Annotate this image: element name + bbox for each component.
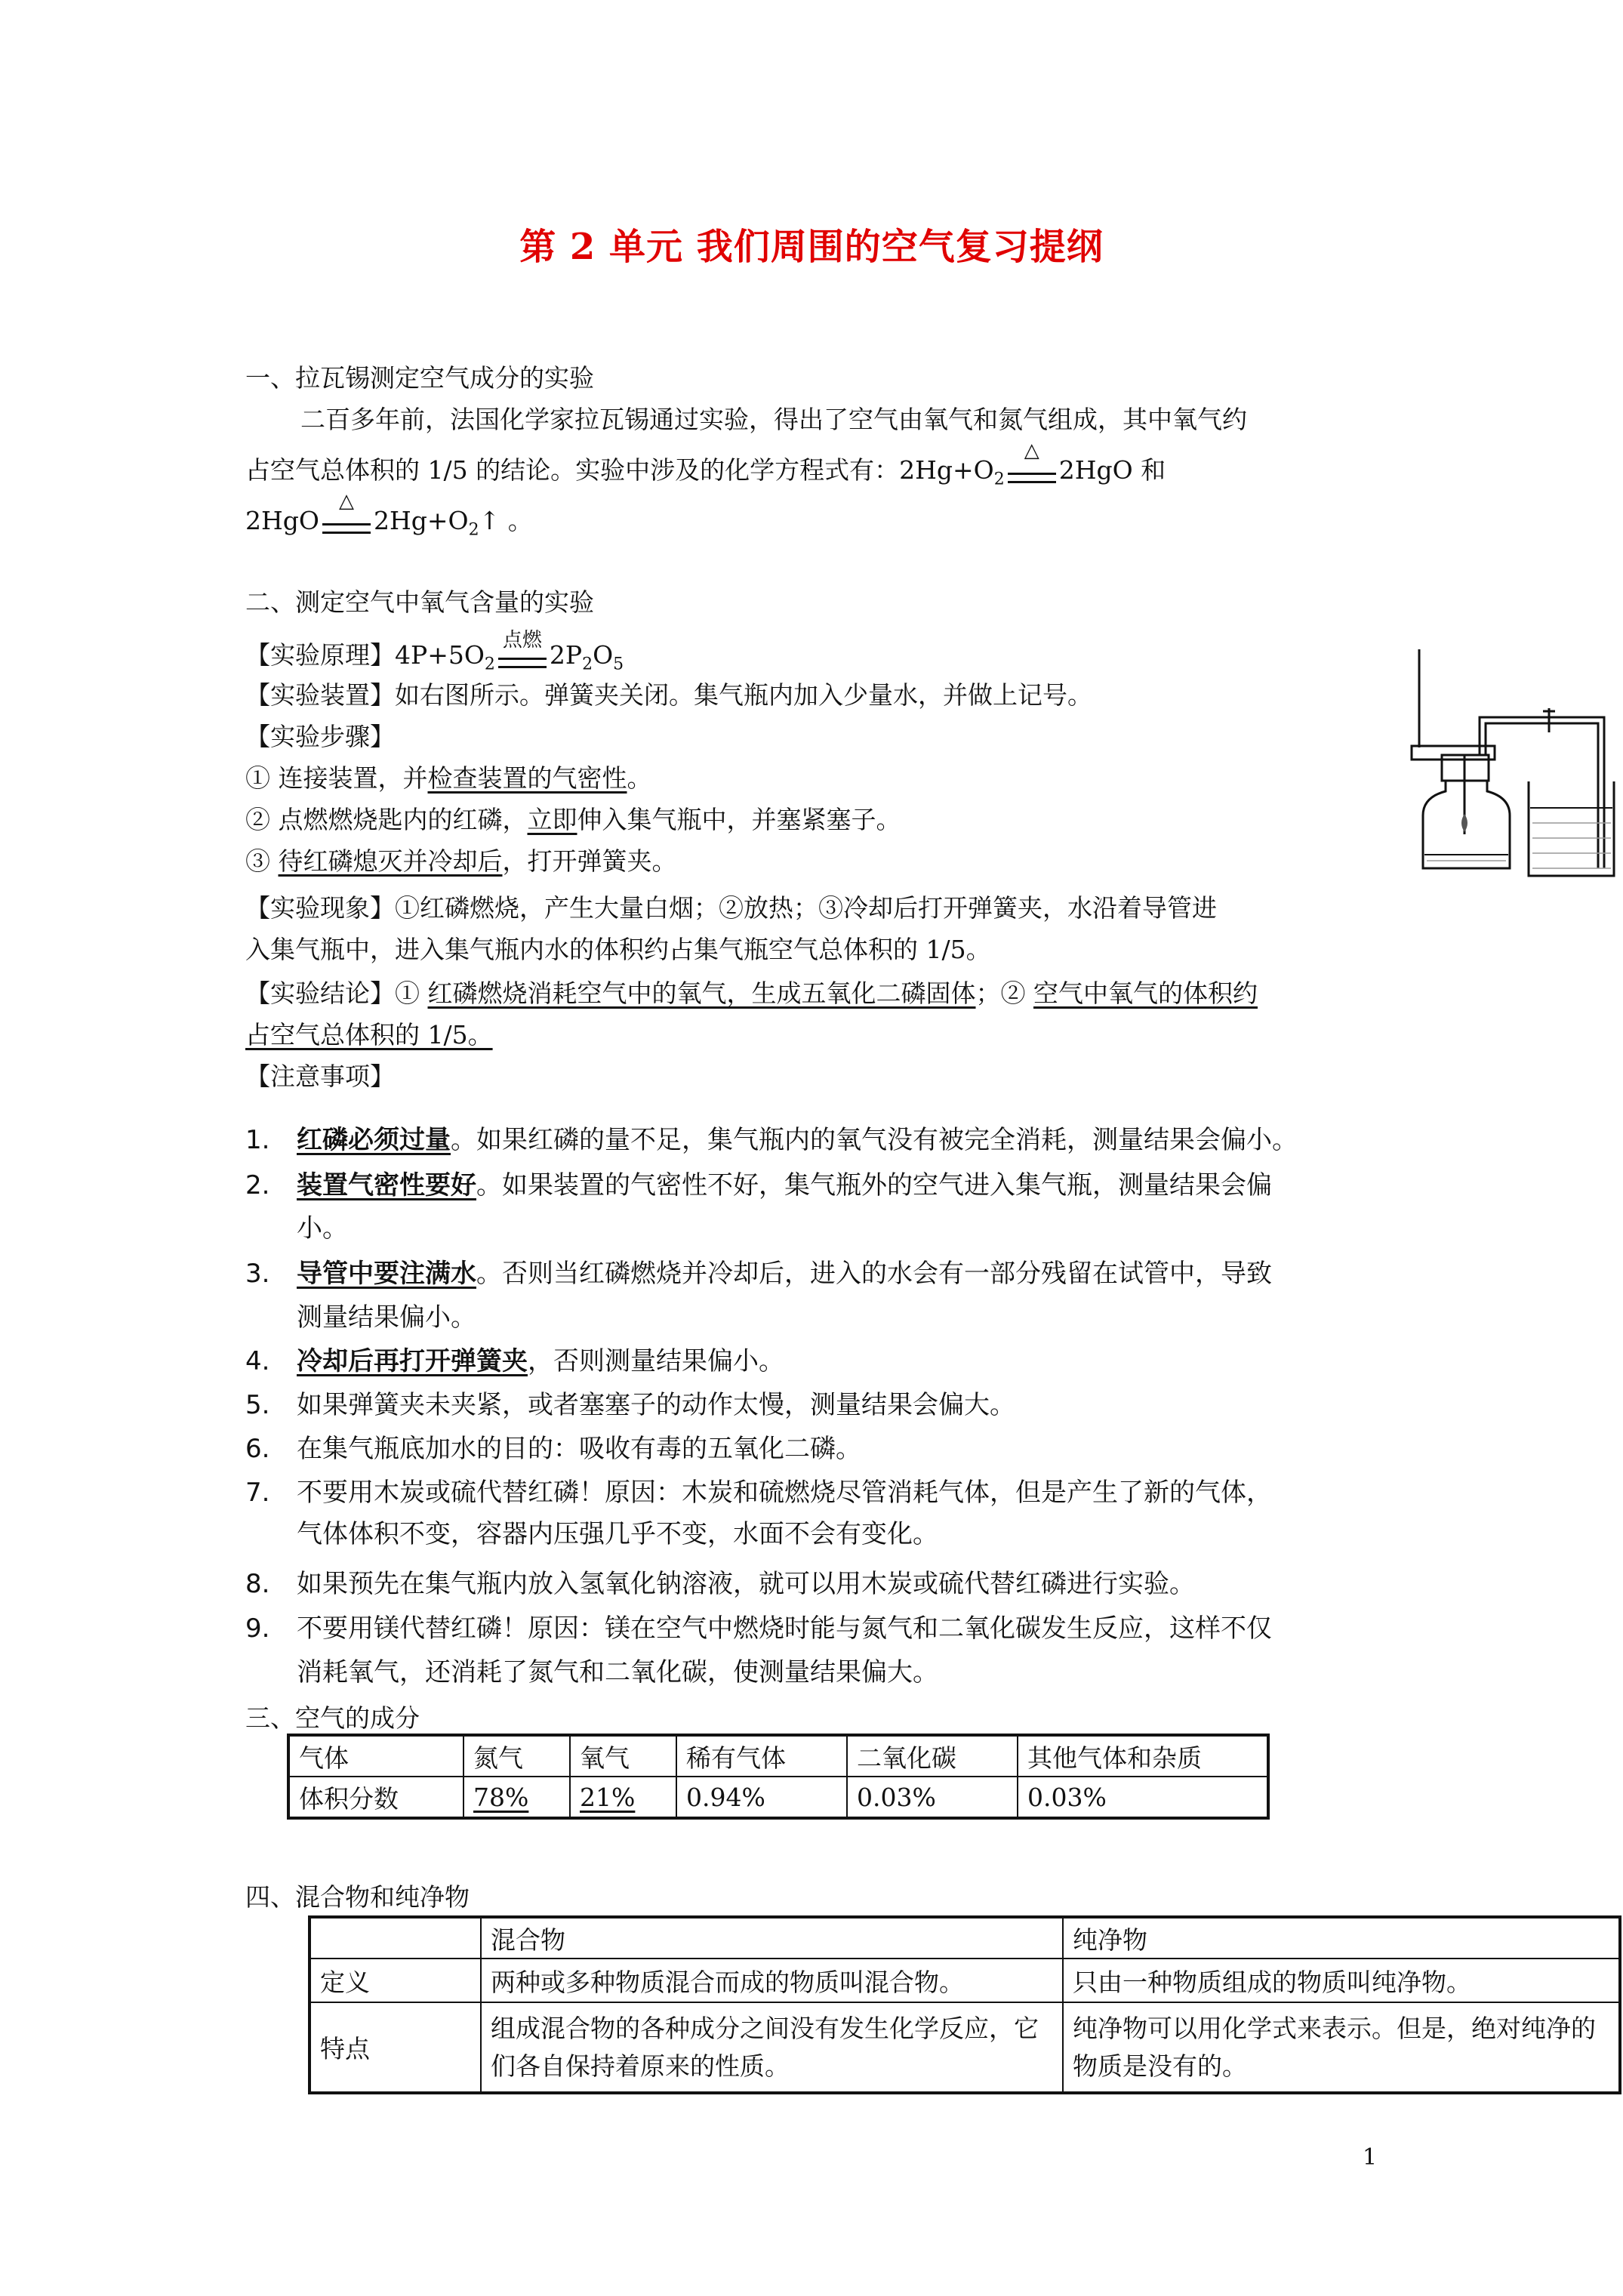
experiment-phenomenon-line-2: 入集气瓶中，进入集气瓶内水的体积约占集气瓶空气总体积的 1/5。 bbox=[245, 935, 991, 964]
note-7: 7. 不要用木炭或硫代替红磷！原因：木炭和硫燃烧尽管消耗气体，但是产生了新的气体， bbox=[245, 1478, 1272, 1508]
section-4-heading: 四、混合物和纯净物 bbox=[245, 1882, 470, 1912]
table-cell: 两种或多种物质混合而成的物质叫混合物。 bbox=[481, 1959, 1063, 2002]
note-9-cont: 消耗氧气，还消耗了氮气和二氧化碳，使测量结果偏大。 bbox=[297, 1657, 938, 1687]
experiment-steps-label: 【实验步骤】 bbox=[245, 722, 395, 751]
note-5: 5. 如果弹簧夹未夹紧，或者塞塞子的动作太慢，测量结果会偏大。 bbox=[245, 1390, 1015, 1420]
heat-symbol: △ bbox=[1024, 439, 1039, 462]
table-header-cell: 稀有气体 bbox=[676, 1735, 847, 1777]
experiment-device: 【实验装置】如右图所示。弹簧夹关闭。集气瓶内加入少量水，并做上记号。 bbox=[245, 680, 1092, 710]
table-header-cell: 二氧化碳 bbox=[847, 1735, 1018, 1777]
note-8: 8. 如果预先在集气瓶内放入氢氧化钠溶液，就可以用木炭或硫代替红磷进行实验。 bbox=[245, 1569, 1195, 1599]
page-title: 第 2 单元 我们周围的空气复习提纲 bbox=[519, 226, 1104, 268]
note-2: 2. 装置气密性要好。如果装置的气密性不好，集气瓶外的空气进入集气瓶，测量结果会偏 bbox=[245, 1170, 1272, 1200]
table-cell: 78% bbox=[463, 1777, 570, 1818]
equation-2: 2HgO △ $2Hg+O_2↑$ 。 bbox=[245, 490, 533, 540]
table-row bbox=[310, 1917, 1620, 1959]
table-header-cell: 其他气体和杂质 bbox=[1018, 1735, 1268, 1777]
experiment-conclusion-line-2: 占空气总体积的 1/5。 bbox=[245, 1020, 493, 1049]
table-row bbox=[310, 1959, 1620, 2002]
table-row bbox=[288, 1777, 1268, 1818]
step-1: ① 连接装置，并检查装置的气密性。 bbox=[245, 763, 652, 793]
table-cell: 只由一种物质组成的物质叫纯净物。 bbox=[1063, 1959, 1620, 2002]
page-number: 1 bbox=[1363, 2144, 1378, 2171]
table-header-cell: 氮气 bbox=[463, 1735, 570, 1777]
section-1-heading: 一、拉瓦锡测定空气成分的实验 bbox=[245, 363, 594, 393]
equation-1: $2Hg+O_2$ △ 2HgO 和 bbox=[899, 439, 1166, 489]
experiment-phenomenon-line-1: 【实验现象】①红磷燃烧，产生大量白烟；②放热；③冷却后打开弹簧夹，水沿着导管进 bbox=[245, 893, 1217, 923]
experiment-principle: 【实验原理】$4P+5O_2$ 点燃 $2P_2O_5$ bbox=[245, 629, 624, 674]
table-corner-cell bbox=[310, 1917, 481, 1959]
section-1-paragraph-line-2: 占空气总体积的 1/5 的结论。实验中涉及的化学方程式有：$2Hg+O_2$ △ 2HgO 和 bbox=[245, 439, 1166, 489]
note-9: 9. 不要用镁代替红磷！原因：镁在空气中燃烧时能与氮气和二氧化碳发生反应，这样不仅 bbox=[245, 1613, 1272, 1644]
notes-label: 【注意事项】 bbox=[245, 1062, 395, 1091]
step-2: ② 点燃燃烧匙内的红磷，立即伸入集气瓶中，并塞紧塞子。 bbox=[245, 805, 901, 834]
air-composition-table bbox=[287, 1734, 1270, 1820]
table-header-cell: 气体 bbox=[288, 1735, 463, 1777]
note-3: 3. 导管中要注满水。否则当红磷燃烧并冷却后，进入的水会有一部分残留在试管中，导致 bbox=[245, 1259, 1272, 1289]
table-cell: 组成混合物的各种成分之间没有发生化学反应，它们各自保持着原来的性质。 bbox=[481, 2002, 1063, 2093]
note-1: 1. 红磷必须过量。如果红磷的量不足，集气瓶内的氧气没有被完全消耗，测量结果会偏小。 bbox=[245, 1125, 1298, 1155]
experiment-conclusion-line-1: 【实验结论】① 红磷燃烧消耗空气中的氧气，生成五氧化二磷固体；② 空气中氧气的体积约 bbox=[245, 978, 1258, 1008]
section-1-paragraph-line-1: 二百多年前，法国化学家拉瓦锡通过实验，得出了空气由氧气和氮气组成，其中氧气约 bbox=[300, 405, 1247, 434]
section-3-heading: 三、空气的成分 bbox=[245, 1703, 420, 1733]
section-2-heading: 二、测定空气中氧气含量的实验 bbox=[245, 587, 594, 617]
table-cell: 0.03% bbox=[847, 1777, 1018, 1818]
table-cell: 纯净物可以用化学式来表示。但是，绝对纯净的物质是没有的。 bbox=[1063, 2002, 1620, 2093]
note-6: 6. 在集气瓶底加水的目的：吸收有毒的五氧化二磷。 bbox=[245, 1434, 861, 1464]
table-row bbox=[288, 1735, 1268, 1777]
table-row-label: 体积分数 bbox=[288, 1777, 463, 1818]
table-row bbox=[310, 2002, 1620, 2093]
table-header-cell: 混合物 bbox=[481, 1917, 1063, 1959]
note-3-cont: 测量结果偏小。 bbox=[297, 1302, 476, 1333]
table-row-label: 特点 bbox=[310, 2002, 481, 2093]
note-2-cont: 小。 bbox=[297, 1213, 348, 1244]
table-cell: 21% bbox=[570, 1777, 676, 1818]
mixture-pure-table bbox=[308, 1915, 1621, 2094]
table-header-cell: 纯净物 bbox=[1063, 1917, 1620, 1959]
apparatus-diagram bbox=[1389, 642, 1615, 891]
step-3: ③ 待红磷熄灭并冷却后，打开弹簧夹。 bbox=[245, 846, 677, 876]
note-7-cont: 气体体积不变，容器内压强几乎不变，水面不会有变化。 bbox=[297, 1519, 938, 1549]
table-header-cell: 氧气 bbox=[570, 1735, 676, 1777]
table-row-label: 定义 bbox=[310, 1959, 481, 2002]
heat-symbol: △ bbox=[338, 490, 354, 513]
table-cell: 0.03% bbox=[1018, 1777, 1268, 1818]
note-4: 4. 冷却后再打开弹簧夹，否则测量结果偏小。 bbox=[245, 1346, 784, 1376]
table-cell: 0.94% bbox=[676, 1777, 847, 1818]
